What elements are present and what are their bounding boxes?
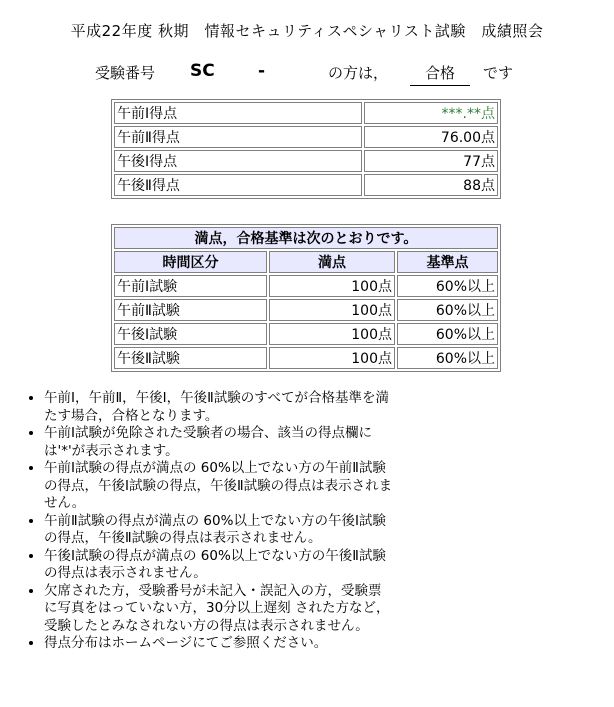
notes-list: [26, 390, 394, 653]
list-item: • 午前Ⅰ試験が免除された受験者の場合、該当の得点欄には'*'が表示されます。: [44, 425, 394, 460]
list-item: • 午前Ⅰ試験の得点が満点の 60%以上でない方の午前Ⅱ試験の得点，午後Ⅰ試験の得点，午後Ⅱ試験の得点は表示されません。: [44, 460, 394, 513]
table-row: [114, 275, 498, 297]
person-text: の方は，: [328, 64, 389, 82]
criteria-table: [111, 224, 501, 372]
pass-result: 合格: [410, 62, 470, 86]
score-label: 午前Ⅰ得点: [114, 102, 362, 124]
full-score-cell: 100点: [269, 347, 395, 369]
column-header: 満点: [269, 251, 395, 273]
column-header: 時間区分: [114, 251, 267, 273]
score-label: 午前Ⅱ得点: [114, 126, 362, 148]
score-value: 77点: [364, 150, 498, 172]
pass-score-cell: 60%以上: [397, 299, 498, 321]
table-row: [114, 126, 498, 148]
exam-number-dash: -: [258, 61, 266, 81]
table-row: [114, 323, 498, 345]
table-row: [114, 102, 498, 124]
score-value: 76.00点: [364, 126, 498, 148]
period-cell: 午前Ⅰ試験: [114, 275, 267, 297]
period-cell: 午前Ⅱ試験: [114, 299, 267, 321]
exam-number-label: 受験番号: [95, 64, 156, 82]
full-score-cell: 100点: [269, 299, 395, 321]
list-item: • 午後Ⅰ試験の得点が満点の 60%以上でない方の午後Ⅱ試験の得点は表示されません。: [44, 548, 394, 583]
result-suffix: です: [483, 64, 514, 82]
table-row: [114, 227, 498, 249]
period-cell: 午後Ⅱ試験: [114, 347, 267, 369]
column-header: 基準点: [397, 251, 498, 273]
full-score-cell: 100点: [269, 323, 395, 345]
period-cell: 午後Ⅰ試験: [114, 323, 267, 345]
list-item: • 午前Ⅰ，午前Ⅱ，午後Ⅰ，午後Ⅱ試験のすべてが合格基準を満たす場合，合格となります。: [44, 390, 394, 425]
score-value: ***.**点: [364, 102, 498, 124]
table-row: [114, 174, 498, 196]
score-label: 午後Ⅱ得点: [114, 174, 362, 196]
pass-score-cell: 60%以上: [397, 347, 498, 369]
list-item: • 得点分布はホームページにてご参照ください。: [44, 635, 394, 653]
list-item: • 欠席された方，受験番号が未記入・誤記入の方，受験票に写真をはっていない方，30分以上遅刻 された方など，受験したとみなされない方の得点は表示されません。: [44, 583, 394, 636]
table-row: [114, 251, 498, 273]
exam-number-prefix: SC: [190, 61, 215, 81]
criteria-heading: 満点，合格基準は次のとおりです。: [114, 227, 498, 249]
list-item: • 午前Ⅱ試験の得点が満点の 60%以上でない方の午後Ⅰ試験の得点，午後Ⅱ試験の得点は表示されません。: [44, 513, 394, 548]
table-row: [114, 299, 498, 321]
table-row: [114, 347, 498, 369]
table-row: [114, 150, 498, 172]
pass-score-cell: 60%以上: [397, 323, 498, 345]
score-table: [111, 99, 501, 199]
pass-score-cell: 60%以上: [397, 275, 498, 297]
score-value: 88点: [364, 174, 498, 196]
full-score-cell: 100点: [269, 275, 395, 297]
page-title: 平成22年度 秋期 情報セキュリティスペシャリスト試験 成績照会: [70, 22, 544, 40]
score-label: 午後Ⅰ得点: [114, 150, 362, 172]
